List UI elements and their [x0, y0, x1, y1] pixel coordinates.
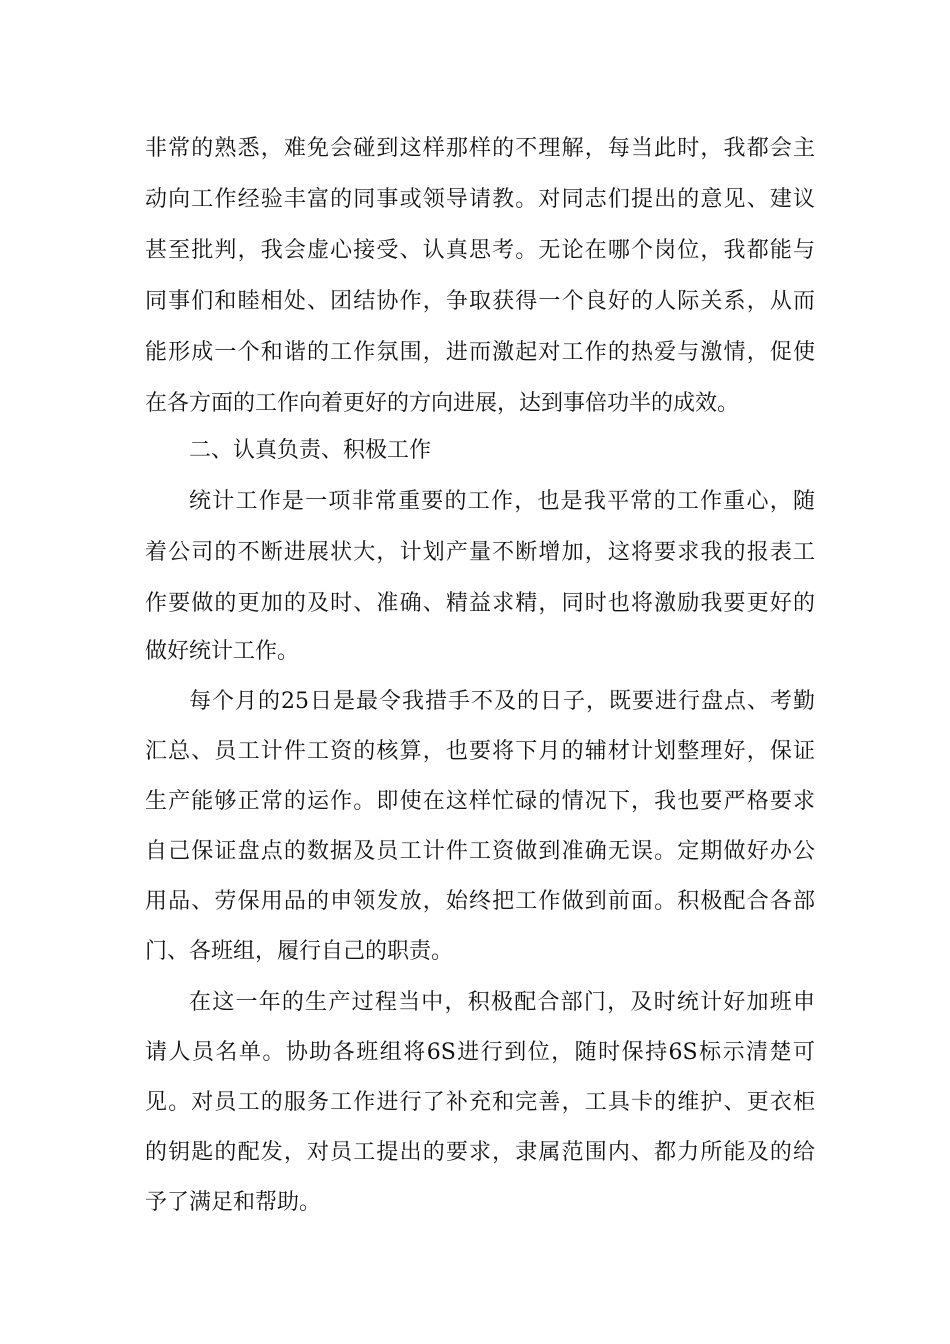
text-line: 在各方面的工作向着更好的方向进展，达到事倍功半的成效。 — [145, 391, 740, 416]
text-line: 请人员名单。协助各班组将6S进行到位，随时保持6S标示清楚可 — [145, 1040, 815, 1065]
text-line: 见。对员工的服务工作进行了补充和完善，工具卡的维护、更衣柜 — [145, 1090, 815, 1115]
text-line: 动向工作经验丰富的同事或领导请教。对同志们提出的意见、建议 — [145, 187, 815, 212]
text-line: 能形成一个和谐的工作氛围，进而激起对工作的热爱与激情，促使 — [145, 340, 815, 365]
text-line: 非常的熟悉，难免会碰到这样那样的不理解，每当此时，我都会主 — [145, 136, 815, 161]
text-line: 的钥匙的配发，对员工提出的要求，隶属范围内、都力所能及的给 — [145, 1140, 815, 1165]
text-line: 同事们和睦相处、团结协作，争取获得一个良好的人际关系，从而 — [145, 289, 815, 314]
paragraph-first-line: 在这一年的生产过程当中，积极配合部门，及时统计好加班申 — [189, 990, 815, 1015]
text-line: 生产能够正常的运作。即使在这样忙碌的情况下，我也要严格要求 — [145, 789, 815, 814]
text-line: 自己保证盘点的数据及员工计件工资做到准确无误。定期做好办公 — [145, 839, 815, 864]
text-line: 做好统计工作。 — [145, 639, 300, 664]
paragraph-first-line: 每个月的25日是最令我措手不及的日子，既要进行盘点、考勤 — [189, 689, 815, 714]
text-line: 用品、劳保用品的申领发放，始终把工作做到前面。积极配合各部 — [145, 889, 815, 914]
text-line: 作要做的更加的及时、准确、精益求精，同时也将激励我要更好的 — [145, 591, 815, 616]
text-line: 予了满足和帮助。 — [145, 1190, 322, 1215]
text-line: 甚至批判，我会虚心接受、认真思考。无论在哪个岗位，我都能与 — [145, 238, 815, 263]
text-line: 着公司的不断进展状大，计划产量不断增加，这将要求我的报表工 — [145, 540, 815, 565]
text-line: 汇总、员工计件工资的核算，也要将下月的辅材计划整理好，保证 — [145, 739, 815, 764]
text-line: 门、各班组，履行自己的职责。 — [145, 939, 454, 964]
section-heading: 二、认真负责、积极工作 — [189, 438, 432, 463]
paragraph-first-line: 统计工作是一项非常重要的工作，也是我平常的工作重心，随 — [189, 489, 815, 514]
